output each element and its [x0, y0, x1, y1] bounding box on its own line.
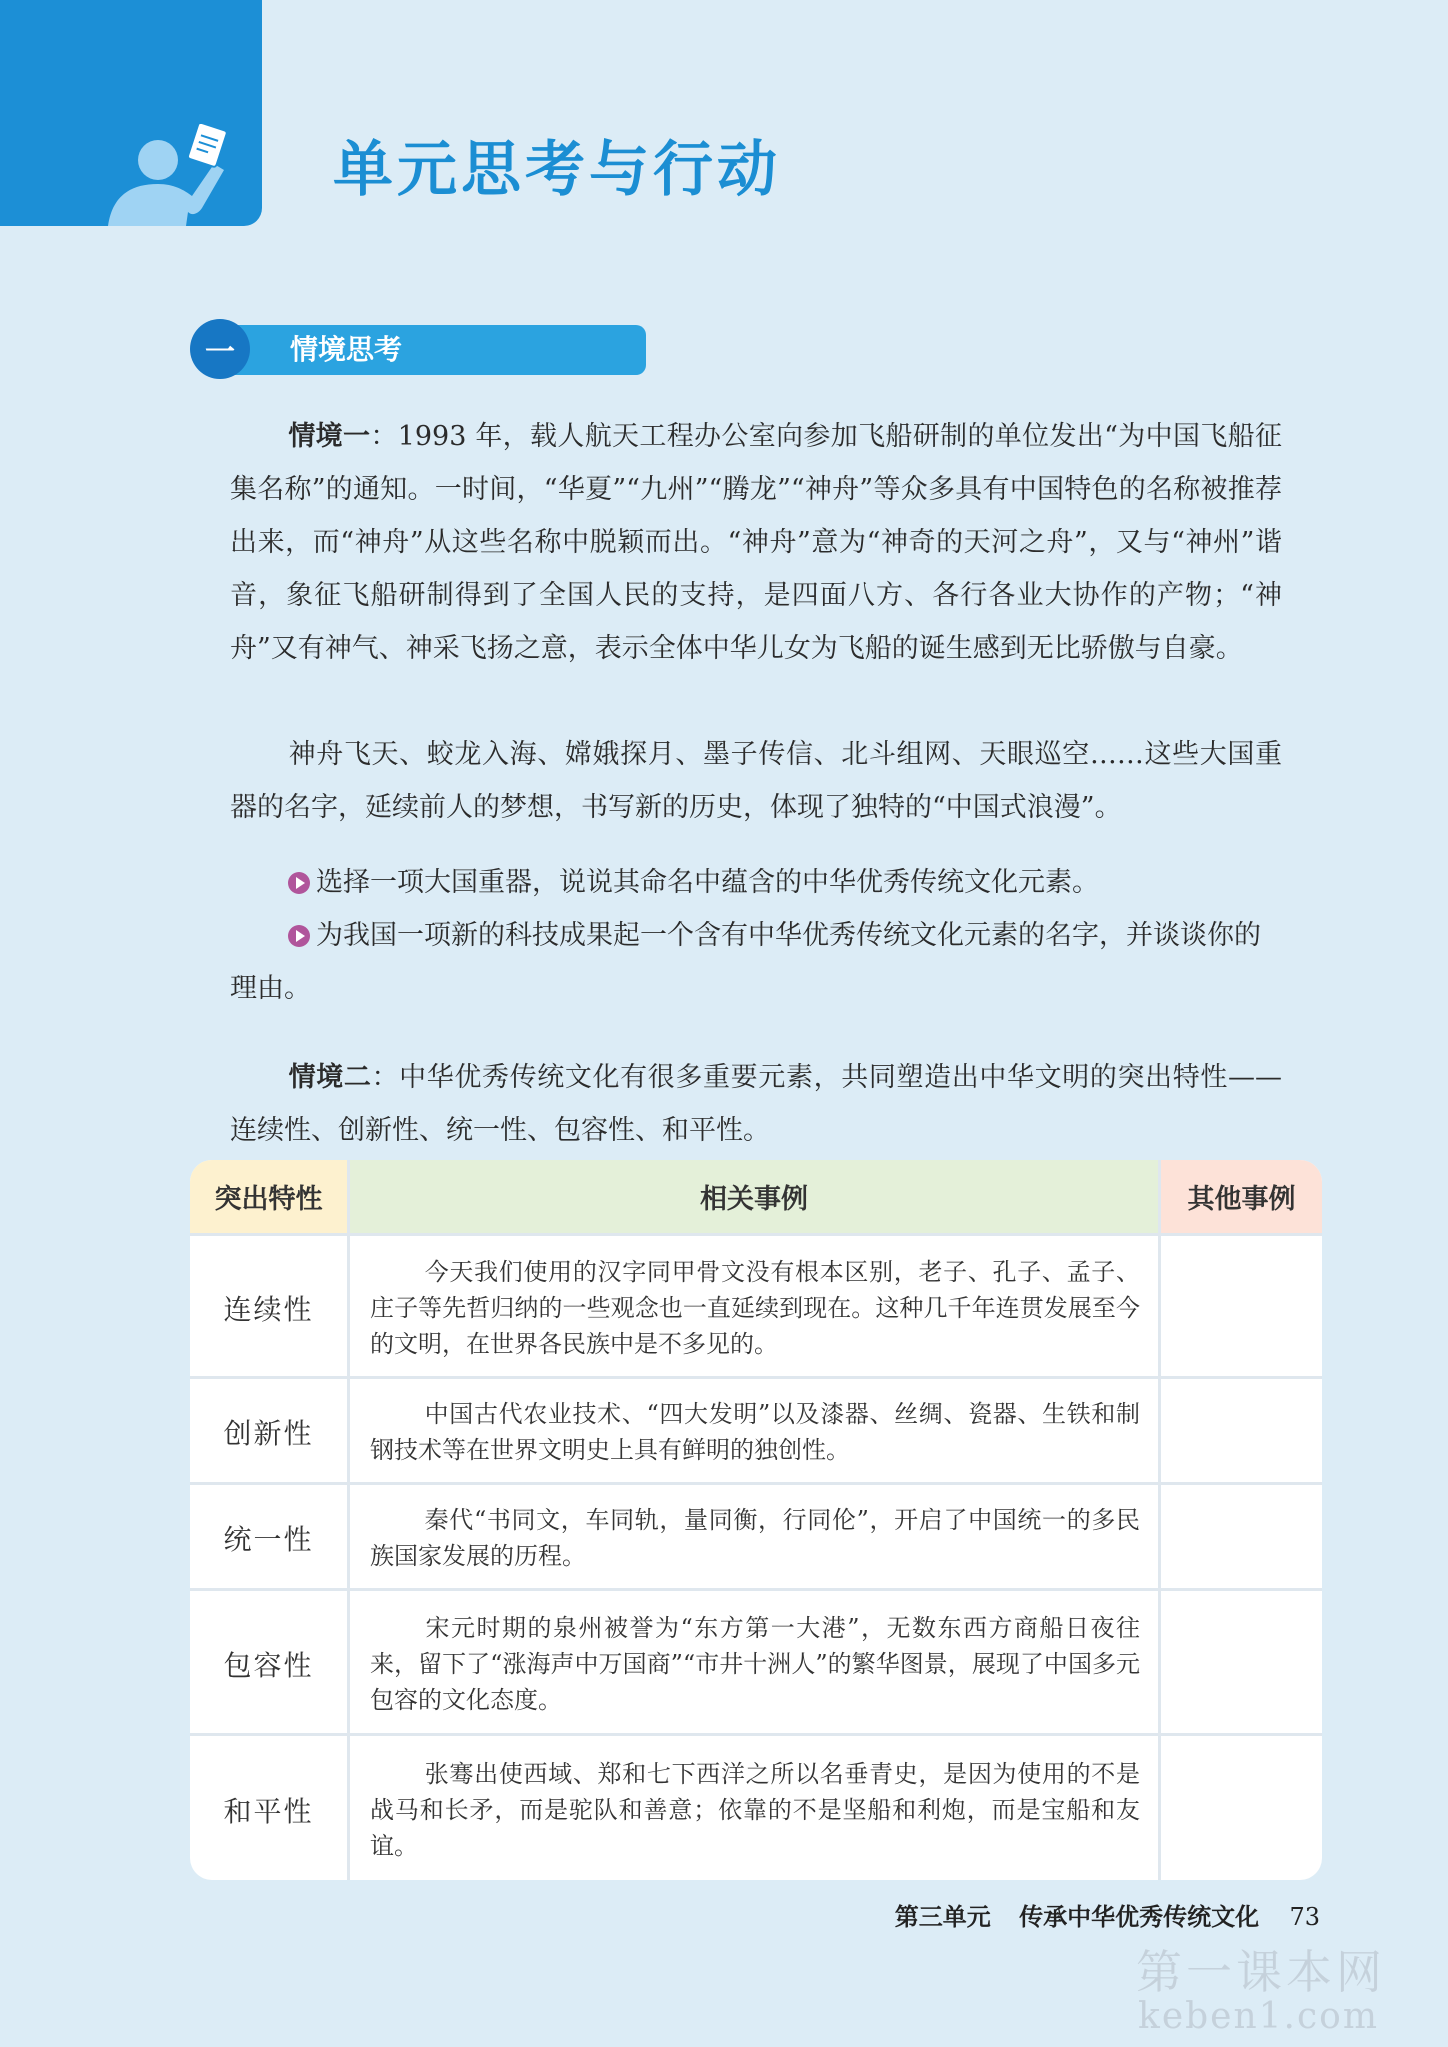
header-corner-block — [0, 0, 262, 226]
table-header-examples: 相关事例 — [350, 1160, 1158, 1233]
table-row — [190, 1733, 1322, 1880]
section-label: 情境思考 — [290, 333, 403, 366]
question-text: 选择一项大国重器，说说其命名中蕴含的中华优秀传统文化元素。 — [316, 867, 1099, 898]
question-item — [230, 856, 1282, 909]
row-example: 秦代“书同文，车同轨，量同衡，行同伦”，开启了中国统一的多民族国家发展的历程。 — [370, 1506, 1140, 1570]
question-item — [230, 909, 1282, 1015]
scenario2-lead: 情境二 — [288, 1062, 372, 1093]
row-example: 宋元时期的泉州被誉为“东方第一大港”，无数东西方商船日夜往来，留下了“涨海声中万国商”“市井十洲人”的繁华图景，展现了中国多元包容的文化态度。 — [370, 1613, 1140, 1714]
play-bullet-icon — [288, 925, 310, 947]
row-characteristic: 连续性 — [223, 1292, 314, 1326]
scenario1-paragraph — [230, 410, 1282, 675]
row-characteristic: 创新性 — [223, 1417, 314, 1450]
footer-unit: 第三单元 — [894, 1902, 991, 1931]
characteristics-table — [190, 1160, 1322, 1880]
row-characteristic: 统一性 — [223, 1523, 314, 1556]
page-number: 73 — [1289, 1903, 1320, 1931]
person-reading-icon — [98, 124, 238, 226]
row-characteristic: 包容性 — [223, 1648, 314, 1682]
watermark-text: 第一课本网 — [1136, 1945, 1386, 1999]
table-row — [190, 1233, 1322, 1379]
footer-unit-title: 传承中华优秀传统文化 — [1019, 1902, 1260, 1931]
section-tag-bar — [220, 325, 646, 375]
scenario2-text: ：中华优秀传统文化有很多重要元素，共同塑造出中华文明的突出特性——连续性、创新性、统一性、包容性、和平性。 — [230, 1062, 1282, 1146]
play-bullet-icon — [288, 872, 310, 894]
scenario1-paragraph2 — [230, 728, 1282, 834]
table-header-other-examples: 其他事例 — [1161, 1160, 1322, 1233]
scenario1-lead: 情境一 — [288, 421, 371, 452]
row-example: 今天我们使用的汉字同甲骨文没有根本区别，老子、孔子、孟子、庄子等先哲归纳的一些观念也一直延续到现在。这种几千年连贯发展至今的文明，在世界各民族中是不多见的。 — [370, 1257, 1140, 1358]
table-header-characteristic: 突出特性 — [190, 1160, 347, 1233]
row-characteristic: 和平性 — [223, 1794, 314, 1828]
column-divider — [1158, 1160, 1161, 1880]
column-divider — [347, 1160, 350, 1880]
table-row — [190, 1588, 1322, 1736]
row-example: 张骞出使西域、郑和七下西洋之所以名垂青史，是因为使用的不是战马和长矛，而是驼队和善意；依靠的不是坚船和利炮，而是宝船和友谊。 — [370, 1759, 1140, 1860]
watermark-url: keben1.com — [1138, 1996, 1379, 2037]
row-example: 中国古代农业技术、“四大发明”以及漆器、丝绸、瓷器、生铁和制钢技术等在世界文明史上具有鲜明的独创性。 — [370, 1400, 1140, 1464]
table-row — [190, 1376, 1322, 1485]
scenario1-text: ：1993 年，载人航天工程办公室向参加飞船研制的单位发出“为中国飞船征集名称”的通知。一时间，“华夏”“九州”“腾龙”“神舟”等众多具有中国特色的名称被推荐出来，而“神舟”从这些名称中脱颖而出。“神舟”意为“神奇的天河之舟”，又与“神州”谐音，象征飞船研制得到了全国人民的支持，是四面八方、各行各业大协作的产物；“神舟”又有神气、神采飞扬之意，表示全体中华儿女为飞船的诞生感到无比骄傲与自豪。 — [230, 421, 1282, 664]
scenario1-text2: 神舟飞天、蛟龙入海、嫦娥探月、墨子传信、北斗组网、天眼巡空……这些大国重器的名字，延续前人的梦想，书写新的历史，体现了独特的“中国式浪漫”。 — [230, 739, 1282, 823]
table-row — [190, 1482, 1322, 1591]
scenario2-paragraph — [230, 1051, 1282, 1157]
question-text: 为我国一项新的科技成果起一个含有中华优秀传统文化元素的名字，并谈谈你的理由。 — [230, 920, 1261, 1004]
page-footer — [895, 1897, 1320, 1932]
page-title: 单元思考与行动 — [333, 135, 781, 205]
section-number: 一 — [190, 319, 250, 379]
